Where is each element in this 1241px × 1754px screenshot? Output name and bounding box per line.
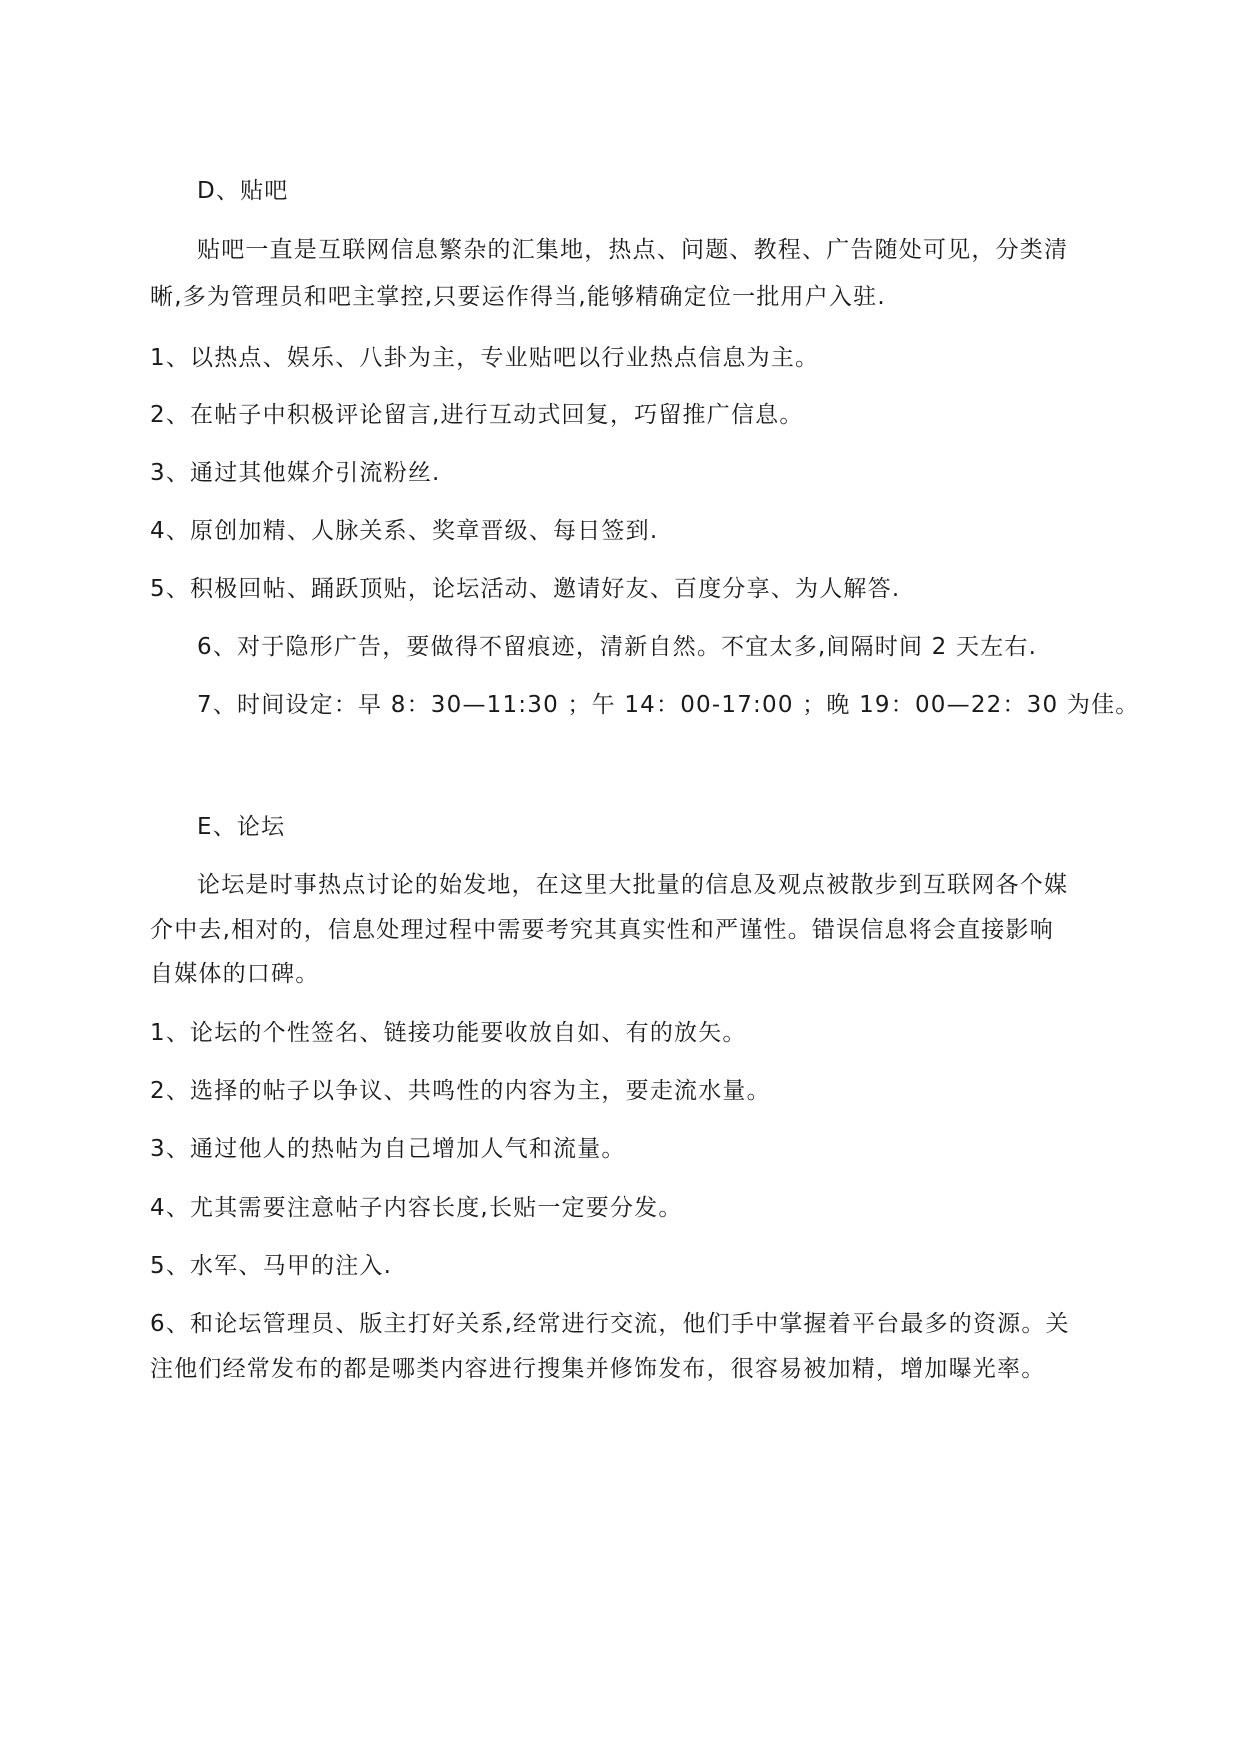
section-e-item-1: 1、论坛的个性签名、链接功能要收放自如、有的放矢。 (150, 1020, 747, 1046)
section-e-item-6-line1: 6、和论坛管理员、版主打好关系,经常进行交流，他们手中掌握着平台最多的资源。关 (150, 1311, 1070, 1337)
section-d-item-7: 7、时间设定：早 8：30—11:30 ；午 14：00-17:00 ；晚 19：00—22：30 为佳。 (197, 692, 1140, 718)
section-d-item-5: 5、积极回帖、踊跃顶贴，论坛活动、邀请好友、百度分享、为人解答. (150, 576, 901, 602)
section-e-intro-line3: 自媒体的口碑。 (150, 961, 320, 987)
section-e-intro-line2: 介中去,相对的，信息处理过程中需要考究其真实性和严谨性。错误信息将会直接影响 (150, 917, 1054, 943)
section-d-item-2: 2、在帖子中积极评论留言,进行互动式回复，巧留推广信息。 (150, 402, 804, 428)
section-e-intro-line1: 论坛是时事热点讨论的始发地，在这里大批量的信息及观点被散步到互联网各个媒 (197, 872, 1069, 898)
section-e-item-5: 5、水军、马甲的注入. (150, 1253, 393, 1279)
section-e-item-4: 4、尤其需要注意帖子内容长度,长贴一定要分发。 (150, 1195, 683, 1221)
section-d-intro-line2: 晰,多为管理员和吧主掌控,只要运作得当,能够精确定位一批用户入驻. (150, 284, 886, 310)
section-d-item-3: 3、通过其他媒介引流粉丝. (150, 460, 441, 486)
section-d-item-1: 1、以热点、娱乐、八卦为主，专业贴吧以行业热点信息为主。 (150, 345, 820, 371)
section-e-item-6-line2: 注他们经常发布的都是哪类内容进行搜集并修饰发布，很容易被加精，增加曝光率。 (150, 1356, 1046, 1382)
section-e-heading: E、论坛 (197, 814, 286, 840)
section-d-item-4: 4、原创加精、人脉关系、奖章晋级、每日签到. (150, 518, 659, 544)
section-d-heading: D、贴吧 (197, 178, 289, 204)
section-e-item-2: 2、选择的帖子以争议、共鸣性的内容为主，要走流水量。 (150, 1078, 771, 1104)
section-d-intro-line1: 贴吧一直是互联网信息繁杂的汇集地，热点、问题、教程、广告随处可见，分类清 (197, 237, 1069, 263)
section-d-item-6: 6、对于隐形广告，要做得不留痕迹，清新自然。不宜太多,间隔时间 2 天左右. (197, 634, 1038, 660)
section-e-item-3: 3、通过他人的热帖为自己增加人气和流量。 (150, 1136, 626, 1162)
